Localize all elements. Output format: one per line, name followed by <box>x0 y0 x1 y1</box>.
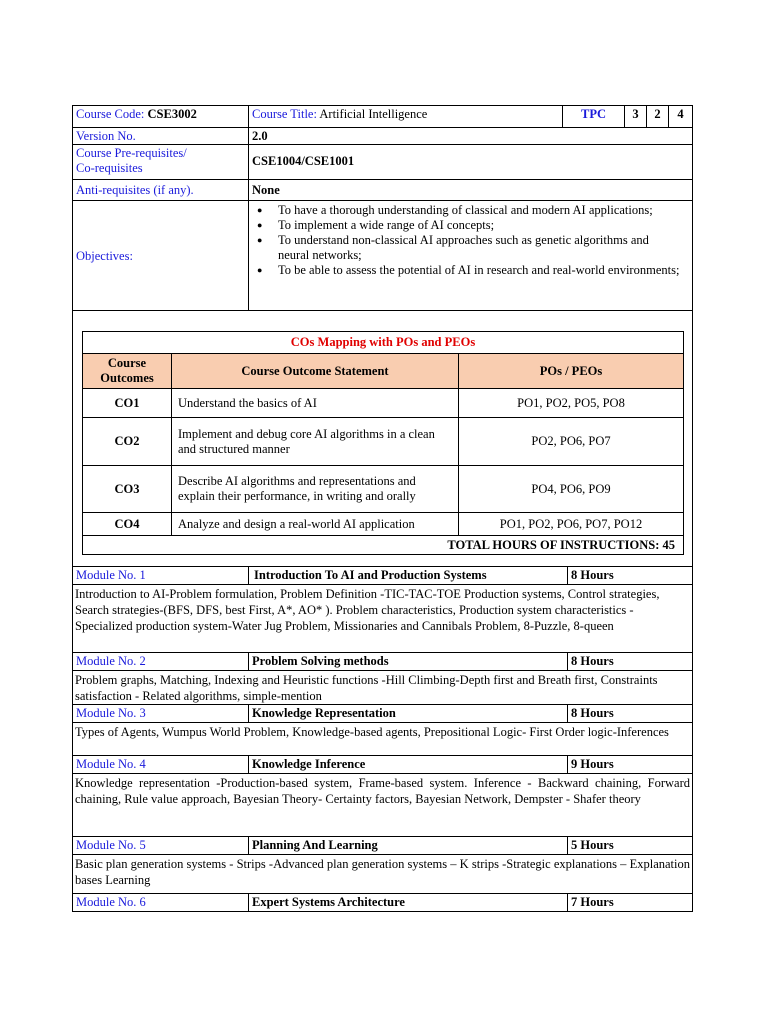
co-header-outcomes: Course Outcomes <box>83 354 172 389</box>
co-pos: PO2, PO6, PO7 <box>459 418 684 466</box>
objective-item: ● To be able to assess the potential of AI in research and real-world environments; <box>251 263 682 278</box>
module-hours: 8 Hours <box>567 652 693 671</box>
table-row <box>83 389 684 418</box>
module-label: Module No. 6 <box>72 893 249 912</box>
module-title: Knowledge Representation <box>248 704 568 723</box>
table-row <box>83 466 684 513</box>
module-title: Planning And Learning <box>248 836 568 855</box>
tpc-credits: 4 <box>668 105 693 128</box>
antireq-label: Anti-requisites (if any). <box>72 179 249 201</box>
co-pos: PO1, PO2, PO6, PO7, PO12 <box>459 513 684 536</box>
co-id: CO2 <box>83 418 172 466</box>
module-title: Problem Solving methods <box>248 652 568 671</box>
module-label: Module No. 2 <box>72 652 249 671</box>
co-mapping-title: COs Mapping with POs and PEOs <box>83 332 684 354</box>
table-row <box>83 513 684 536</box>
co-pos: PO1, PO2, PO5, PO8 <box>459 389 684 418</box>
course-title-value: Artificial Intelligence <box>319 107 428 121</box>
co-header-pos: POs / PEOs <box>459 354 684 389</box>
module-content: Problem graphs, Matching, Indexing and Heuristic functions -Hill Climbing-Depth first and Breath first, Constraints satisfaction - Related algorithms, simple-mention <box>72 670 693 705</box>
prereq-value <box>248 144 693 180</box>
module-content: Types of Agents, Wumpus World Problem, Knowledge-based agents, Prepositional Logic- First Order logic-Inferences <box>72 722 693 756</box>
co-pos: PO4, PO6, PO9 <box>459 466 684 513</box>
course-code-cell <box>72 105 249 128</box>
objective-item: ● To understand non-classical AI approaches such as genetic algorithms and neural networks; <box>251 233 682 263</box>
module-hours: 5 Hours <box>567 836 693 855</box>
course-code-label: Course Code: <box>76 107 145 121</box>
module-hours: 8 Hours <box>567 704 693 723</box>
tpc-theory: 3 <box>624 105 647 128</box>
module-content: Knowledge representation -Production-based system, Frame-based system. Inference - Backward chaining, Forward chaining, Rule value approach, Bayesian Theory- Certainty factors, Bayesian Network, Dempster - Shafer theory <box>72 773 693 837</box>
module-label: Module No. 5 <box>72 836 249 855</box>
antireq-value: None <box>248 179 693 201</box>
module-content: Introduction to AI-Problem formulation, Problem Definition -TIC-TAC-TOE Production systems, Control strategies, Search strategies-(BFS, DFS, best First, A*, AO* ). Problem characteristics, Production system characteristics -Specialized production system-Water Jug Problem, Missionaries and Cannibals Problem, 8-Puzzle, 8-queen <box>72 584 693 653</box>
table-row <box>83 418 684 466</box>
tpc-label: TPC <box>562 105 625 128</box>
objectives-label <box>72 200 249 311</box>
co-statement: Describe AI algorithms and representations and explain their performance, in writing and orally <box>172 466 459 513</box>
module-title: Knowledge Inference <box>248 755 568 774</box>
tpc-practical: 2 <box>646 105 669 128</box>
objectives-list <box>251 203 682 278</box>
prereq-label-line1: Course Pre-requisites/ <box>76 146 187 160</box>
co-statement: Analyze and design a real-world AI application <box>172 513 459 536</box>
co-id: CO1 <box>83 389 172 418</box>
module-label: Module No. 1 <box>72 566 249 585</box>
objective-item: ● To have a thorough understanding of classical and modern AI applications; <box>251 203 682 218</box>
module-hours: 9 Hours <box>567 755 693 774</box>
module-label: Module No. 3 <box>72 704 249 723</box>
course-code-value: CSE3002 <box>147 107 197 121</box>
version-label: Version No. <box>72 127 249 145</box>
module-hours: 7 Hours <box>567 893 693 912</box>
course-title-cell <box>248 105 563 128</box>
total-hours: TOTAL HOURS OF INSTRUCTIONS: 45 <box>83 536 684 555</box>
module-title: Introduction To AI and Production Systems <box>248 566 568 585</box>
course-title-label: Course Title: <box>252 107 317 121</box>
objective-item: ● To implement a wide range of AI concepts; <box>251 218 682 233</box>
co-statement: Implement and debug core AI algorithms in a clean and structured manner <box>172 418 459 466</box>
module-hours: 8 Hours <box>567 566 693 585</box>
prereq-text: CSE1004/CSE1001 <box>252 154 355 168</box>
co-statement: Understand the basics of AI <box>172 389 459 418</box>
version-value: 2.0 <box>248 127 693 145</box>
module-label: Module No. 4 <box>72 755 249 774</box>
co-mapping-table <box>82 331 684 555</box>
prereq-label-line2: Co-requisites <box>76 161 143 175</box>
co-header-statement: Course Outcome Statement <box>172 354 459 389</box>
objectives-label-text: Objectives: <box>76 249 133 263</box>
module-content: Basic plan generation systems - Strips -Advanced plan generation systems – K strips -Strategic explanations – Explanation bases Learning <box>72 854 693 894</box>
objectives-list-cell <box>248 200 693 311</box>
module-title: Expert Systems Architecture <box>248 893 568 912</box>
co-id: CO3 <box>83 466 172 513</box>
prereq-label <box>72 144 249 180</box>
co-id: CO4 <box>83 513 172 536</box>
